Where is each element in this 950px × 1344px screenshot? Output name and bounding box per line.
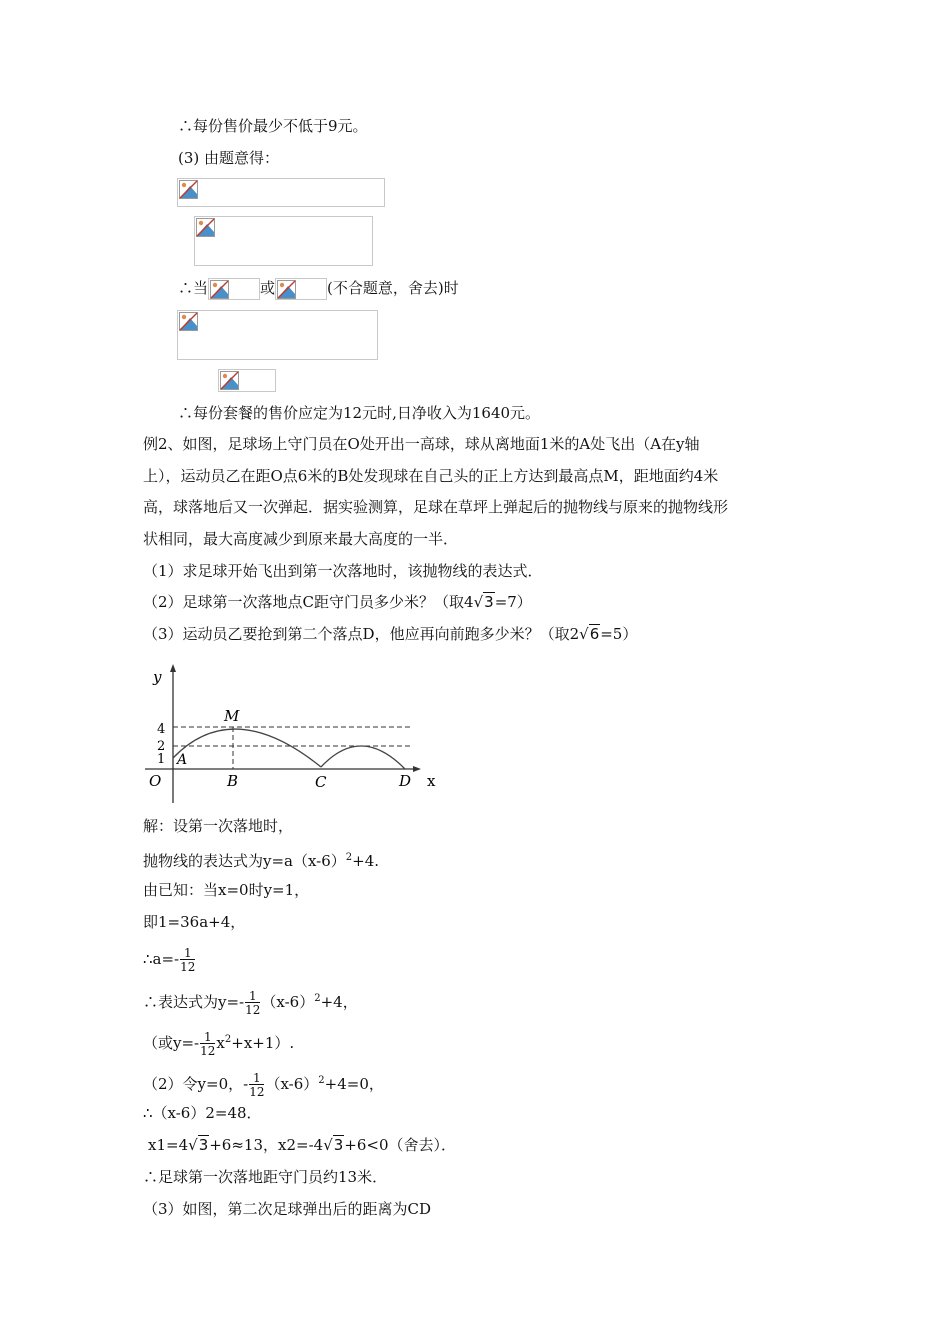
- sqrt-3: √3: [473, 593, 494, 611]
- solution-line-6: ∴表达式为y=- $\frac{1}{12}$ $(x-6)^2+4$，: [143, 989, 358, 1017]
- solution-line-5: ∴a=- $\frac{1}{12}$: [143, 946, 196, 974]
- broken-image-equation-1: [177, 178, 385, 207]
- sqrt-6: √6: [579, 625, 600, 643]
- label-O: O: [149, 772, 162, 790]
- question-2-end: =7）: [494, 593, 532, 611]
- x-axis-arrow: [413, 766, 421, 772]
- tick-4: 4: [157, 722, 166, 737]
- fraction-1-12: $\frac{1}{12}$: [180, 946, 196, 974]
- broken-image-icon: [220, 371, 239, 390]
- broken-image-equation-4: [218, 369, 276, 392]
- question-3-text: （3）运动员乙要抢到第二个落点D，他应再向前跑多少米？（取2: [143, 625, 580, 643]
- solution-line-11: ∴足球第一次落地距守门员约13米．: [143, 1168, 388, 1186]
- fraction-1-12: $\frac{1}{12}$: [249, 1071, 265, 1099]
- label-C: C: [315, 773, 327, 791]
- broken-image-icon: [277, 280, 296, 299]
- broken-image-icon: [196, 218, 215, 237]
- fraction-1-12: $\frac{1}{12}$: [245, 989, 261, 1017]
- label-x: x: [427, 772, 436, 790]
- cases-or: 或: [260, 279, 276, 297]
- question-3-end: =5）: [600, 625, 638, 643]
- question-1: （1）求足球开始飞出到第一次落地时，该抛物线的表达式．: [143, 562, 543, 580]
- solution-line-12: （3）如图，第二次足球弹出后的距离为CD: [143, 1200, 432, 1218]
- question-2: [143, 592, 532, 612]
- tick-2: 2: [157, 739, 166, 754]
- second-parabola: [321, 746, 405, 769]
- solution-line-2: 抛物线的表达式为$y=a(x-6)^2+4$.: [143, 852, 380, 870]
- broken-image-value-2: [275, 278, 327, 300]
- broken-image-icon: [179, 180, 198, 199]
- label-A: A: [177, 752, 188, 768]
- broken-image-equation-3: [177, 310, 378, 360]
- example2-line-4: 状相同，最大高度减少到原来最大高度的一半．: [143, 530, 459, 548]
- broken-image-equation-2: [194, 216, 373, 266]
- solution-line-7: （或y=- $\frac{1}{12}$ $x^2+x+1$）.: [143, 1030, 295, 1058]
- conclusion-min-price: ∴每份售价最少不低于9元。: [178, 117, 368, 135]
- label-y: y: [153, 668, 162, 686]
- tick-1: 1: [157, 752, 166, 767]
- solution-line-1: 解：设第一次落地时，: [143, 817, 294, 835]
- sqrt-3: √3: [323, 1136, 344, 1154]
- question-3: [143, 624, 637, 644]
- solution-line-4: 即1=36a+4，: [143, 913, 246, 931]
- label-M: M: [224, 707, 240, 725]
- example2-line-1: 例2、如图，足球场上守门员在O处开出一高球，球从离地面1米的A处飞出（A在y轴: [143, 435, 700, 453]
- solution-line-10: x1=4√3+6≈13，x2=-4√3+6<0（舍去）．: [148, 1136, 457, 1154]
- label-D: D: [399, 772, 412, 790]
- broken-image-icon: [179, 312, 198, 331]
- solution-line-8: （2）令y=0，- $\frac{1}{12}$ $(x-6)^2+4=0$，: [143, 1071, 384, 1099]
- label-B: B: [227, 772, 239, 790]
- sqrt-3: √3: [188, 1136, 209, 1154]
- cases-prefix: ∴当: [178, 279, 209, 297]
- broken-image-icon: [210, 280, 229, 299]
- first-parabola: [173, 729, 321, 767]
- example2-line-2: 上），运动员乙在距O点6米的B处发现球在自己头的正上方达到最高点M，距地面约4米: [143, 467, 719, 485]
- solution-line-9: ∴（x-6）2=48．: [143, 1104, 262, 1122]
- broken-image-value-1: [208, 278, 260, 300]
- fraction-1-12: $\frac{1}{12}$: [200, 1030, 216, 1058]
- part3-intro: (3) 由题意得：: [178, 149, 280, 167]
- example2-line-3: 高，球落地后又一次弹起．据实验测算，足球在草坪上弹起后的抛物线与原来的抛物线形: [143, 498, 729, 516]
- question-2-text: （2）足球第一次落地点C距守门员多少米？（取4: [143, 593, 474, 611]
- y-axis-arrow: [170, 664, 176, 672]
- conclusion-price-12: ∴每份套餐的售价应定为12元时,日净收入为1640元。: [178, 404, 541, 422]
- parabola-figure: [143, 658, 448, 808]
- solution-line-3: 由已知：当x=0时y=1，: [143, 881, 310, 899]
- cases-suffix: (不合题意，舍去)时: [327, 279, 459, 297]
- solution-cases-line: [178, 277, 459, 300]
